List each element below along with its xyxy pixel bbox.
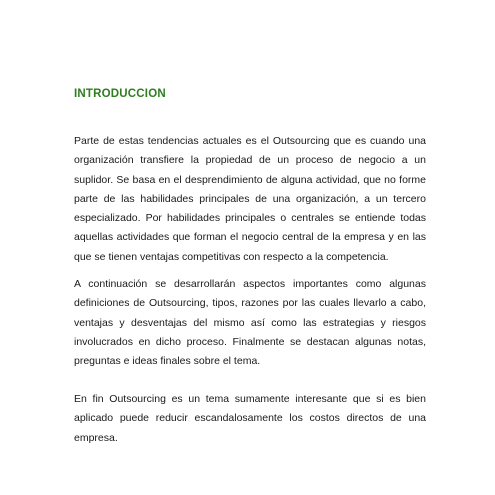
paragraph-conclusion: En fin Outsourcing es un tema sumamente interesante que si es bien aplicado puede reducir escandalosamente los costos directos de una empresa. [74, 393, 426, 444]
paragraph-outsourcing-definition: Parte de estas tendencias actuales es el Outsourcing que es cuando una organización transfiere la propiedad de un proceso de negocio a un suplidor. Se basa en el desprendimiento de alguna actividad, que no forme parte de las habilidades principales de una organización, a un tercero especializado. Por habilidades principales o centrales se entiende todas aquellas actividades que forman el negocio central de la empresa y en las que se tienen ventajas competitivas con respecto a la competencia. [74, 135, 426, 263]
paragraph-content-overview: A continuación se desarrollarán aspectos importantes como algunas definiciones de Outsourcing, tipos, razones por las cuales llevarlo a cabo, ventajas y desventajas del mismo así como las estrategias y riesgos involucrados en dicho proceso. Finalmente se destacan algunas notas, preguntas e ideas finales sobre el tema. [74, 278, 426, 368]
section-heading: INTRODUCCION [74, 88, 166, 100]
